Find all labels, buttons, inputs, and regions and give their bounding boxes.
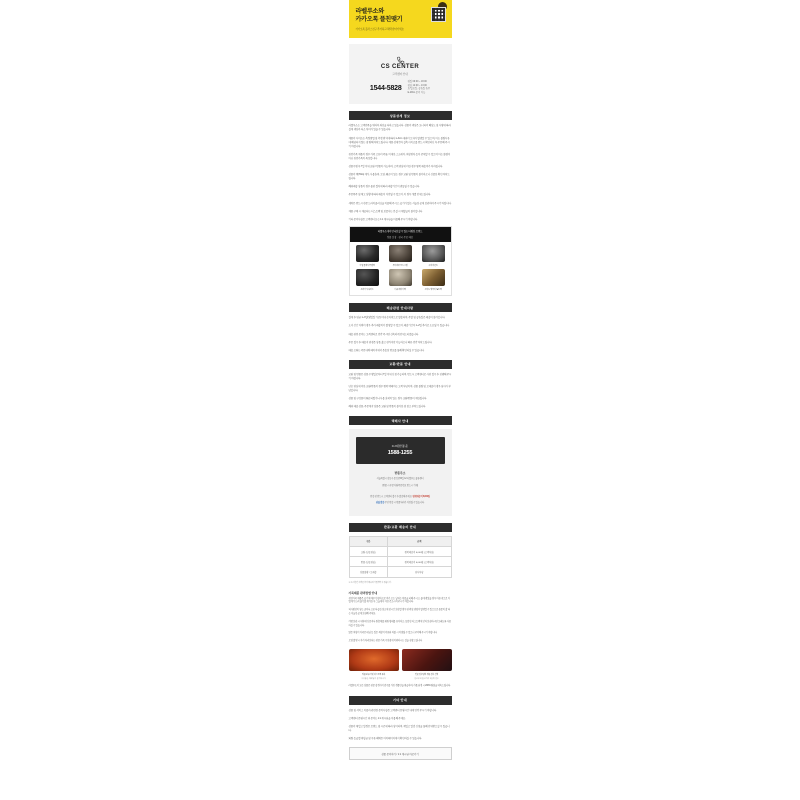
paragraph: 직사광선이 닿는 곳이나 고온 다습한 장소에 장시간 보관할 경우 변색 및 변형이 발생할 수 있으므로 통풍이 잘 되는 서늘한 곳에 보관해 주세요. (348, 609, 450, 615)
banner-subtext: 카카오톡 플러스친구 추가하고 혜택 받아가세요 (355, 27, 404, 31)
care-image-caption: 정품 보증서 및 더스트백 동봉 (361, 673, 386, 676)
product-thumbnail (422, 245, 445, 262)
paragraph: 제품 구매 시 제공되는 더스트백 및 보증서는 분실 시 재발급이 불가합니다. (348, 209, 423, 213)
product-card[interactable] (352, 269, 383, 291)
cs-phone-number[interactable]: 1544-5828 (369, 84, 402, 92)
product-thumbnail (356, 269, 379, 286)
paragraph: 교환 및 반품은 상품 수령일로부터 7일 이내 신청 가능하며, 반드시 고객센터로 사전 접수 후 진행해 주시기 바랍니다. (348, 372, 452, 380)
phone-icon (396, 52, 405, 61)
table-cell: 왕복배송비 6,000원 (고객부담) (388, 546, 451, 556)
section-header-courier: 택배사 안내 (349, 416, 452, 425)
section-header-fee: 반품/교환 배송비 안내 (349, 523, 452, 532)
care-image-card (349, 649, 399, 680)
courier-phone[interactable]: 1588-1255 (387, 450, 413, 457)
banner-line-1: 라벨루소와 (355, 7, 384, 15)
cs-center-block (349, 44, 452, 104)
product-thumbnail (422, 269, 445, 286)
courier-card (356, 437, 445, 464)
fee-table (349, 536, 452, 578)
spacer (349, 760, 452, 768)
return-notice-1 (356, 496, 445, 500)
care-image-caption: 전문 검수팀의 정품 검수 진행 (414, 673, 439, 676)
paragraph: 회원 등급별 적립금 및 쿠폰 혜택은 마이페이지에서 확인하실 수 있습니다. (348, 737, 422, 741)
cs-title: CS CENTER (380, 64, 420, 70)
paragraph: 오염 발생 시 자가 처리보다는 전문 가죽 수선점에 의뢰하시는 것을 권장드립니다. (348, 640, 423, 643)
brand-gallery-title: 라벨루소에서 만나보실 수 있는 다양한 브랜드 (377, 230, 423, 234)
return-address-title: 반품주소 (394, 471, 406, 476)
return-notice-text: 무단 반송 시 반품처리가 지연될 수 있습니다. (384, 502, 425, 505)
table-cell: 당사부담 (388, 567, 451, 577)
return-address-note: (반품 시 주문자명/주문번호 반드시 기재) (382, 485, 418, 487)
care-image (349, 649, 399, 671)
product-name: 고야드 생루이 토트백 (424, 289, 442, 292)
paragraph: 상품의 택(TAG) 제거, 사용흔적, 오염, 훼손이 있는 경우 교환 및 반품이 불가하오니 신중한 확인 부탁드립니다. (348, 173, 450, 181)
paragraph: 결제 후 평균 1~3일(영업일 기준) 이내 순차적으로 발송되며, 주말 및 공휴일은 배송이 불가합니다. (348, 316, 446, 320)
paragraph: 라벨루소는 고객만족을 위하여 최선을 다하고 있습니다. 상품의 색상은 모니터의 해상도 및 사양에 따라 실제 색상과 다소 차이가 있을 수 있습니다. (348, 124, 451, 132)
table-cell: 교환 (단순변심) (349, 546, 388, 556)
kakao-plus-friend-banner[interactable] (349, 0, 452, 38)
brand-gallery-subtitle: 정품 보장 · 전국 무료 배송 (386, 236, 414, 239)
cs-subtitle: 고객센터 안내 (392, 72, 408, 76)
cs-hours-line: 토/일요일, 공휴일 휴무 (407, 88, 431, 91)
product-name: 프라다 사피아노 (360, 289, 374, 292)
table-cell: 왕복배송비 6,000원 (고객부담) (388, 557, 451, 567)
section-header-product-info: 상품상세 정보 (349, 111, 452, 120)
return-address-block (356, 471, 445, 488)
paragraph: 단순 변심에 의한 교환/반품의 경우 왕복 택배비는 고객 부담이며, 상품 불량 및 오배송의 경우 당사가 부담합니다. (348, 385, 451, 393)
paragraph: 천연가죽 제품은 습기에 매우 민감하므로 비가 오는 날에는 착용을 피해 주시고, 물에 젖었을 경우 마른 천으로 가볍게 두드려 물기를 제거한 후 그늘에서 자연 건조시켜 주시기 바랍니다. (348, 597, 450, 604)
care-image-subcaption: 구성품은 재발급이 불가합니다 (361, 677, 386, 680)
product-name: 구찌 마몬트 (428, 265, 438, 268)
product-name: 샤넬 클래식 플랩백 (359, 265, 375, 268)
product-card[interactable] (418, 269, 449, 291)
section-header-exchange: 교환/반품 안내 (349, 360, 452, 369)
detail-column (349, 0, 452, 800)
cs-hours-line: 점심 12:00 ~ 13:00 (407, 84, 427, 87)
table-row (349, 567, 451, 577)
paragraph: 고객센터 운영시간 외 문의는 1:1 게시판을 이용해 주세요. (348, 716, 406, 720)
table-row (349, 546, 451, 556)
care-image-card (402, 649, 452, 680)
return-prepaid-highlight: 선불 발송 (375, 502, 385, 505)
product-card[interactable] (352, 245, 383, 267)
product-card[interactable] (385, 269, 416, 291)
return-notice-2 (356, 502, 445, 506)
product-card[interactable] (418, 245, 449, 267)
section-header-notice: 기타 안내 (349, 696, 452, 705)
paragraph: 상품의 재입고 일정은 브랜드 및 시즌에 따라 상이하며, 재입고 알림 신청을 통해 안내받으실 수 있습니다. (348, 724, 450, 732)
paragraph: 제품의 사이즈는 측정방법 및 측정 위치에 따라 1~3cm 내외의 오차가 발생할 수 있으며, 이는 불량사유에 해당되지 않는 점 양해 부탁드립니다. 제품 상세컷과 실측 사이즈를 반드시 확인하신 후 주문해 주시기 바랍니다. (348, 136, 450, 148)
paragraph: 상품수령 후 7일 이내 교환 / 반품이 가능하며, 고객 변심에 의한 경우 왕복 배송비가 부과됩니다. (348, 165, 443, 169)
qr-code-icon[interactable] (431, 7, 446, 22)
paragraph: 배송 조회는 주문내역 페이지에서 운송장 번호를 통해 확인하실 수 있습니다. (348, 348, 425, 352)
product-name: 루이비통 모노그램 (392, 265, 408, 268)
table-header-row (349, 536, 451, 546)
courier-block (349, 429, 452, 515)
paragraph: 천연가죽 제품의 경우 가죽 고유의 주름, 미세한 스크래치, 색상편차 등이 존재할 수 있으며 이는 불량이 아닌 천연가죽의 특성입니다. (348, 152, 451, 160)
banner-line-2: 카카오톡 플친맺기 (355, 15, 403, 23)
table-header-cell: 금액 (388, 536, 451, 546)
paragraph: 가방 보관 시 내부에 신문지나 완충재를 채워 형태를 유지하고, 동봉된 더스트백에 넣어 보관하시면 오래도록 사용하실 수 있습니다. (348, 620, 451, 627)
table-header-cell: 구분 (349, 536, 388, 546)
courier-name: CJ대한통운 (391, 444, 409, 449)
brand-gallery-header (350, 227, 451, 243)
cs-hours-line: E-MAIL 문의 가능 (407, 91, 426, 94)
brand-gallery (349, 226, 452, 297)
paragraph: 상품 및 서비스 이용과 관련된 문의사항은 고객센터 운영시간 내에 연락 주시기 바랍니다. (348, 708, 437, 712)
paragraph: 기타 문의사항은 고객센터 또는 1:1 게시판을 이용해 주시기 바랍니다. (348, 217, 418, 221)
paragraph: 도서 산간 지역의 경우 추가 배송비가 발생할 수 있으며, 배송기간이 1~2일 추가로 소요될 수 있습니다. (348, 324, 450, 328)
paragraph: 해외 배송 상품, 주문제작 상품은 교환 및 반품이 불가한 점 참고 부탁드립니다. (348, 405, 426, 409)
paragraph: 해외배송 상품의 경우 통관 절차에 따라 배송기간이 변동될 수 있습니다. (348, 185, 420, 189)
table-cell: 반품 (단순변심) (349, 557, 388, 567)
cs-hours (408, 81, 431, 95)
table-cell: 상품불량 / 오배송 (349, 567, 388, 577)
product-name: 디올 레이디백 (394, 289, 406, 292)
product-thumbnail (356, 245, 379, 262)
paragraph: 밝은 색상의 가죽은 데님 등 짙은 색상의 의류와 마찰 시 이염될 수 있으니 주의해 주시기 바랍니다. (348, 632, 437, 635)
care-section-title: 가죽제품 관리방법 안내 (348, 590, 378, 595)
paragraph: 배송 관련 문의는 고객센터로 연락 주시면 신속하게 안내드리겠습니다. (348, 332, 419, 336)
care-image-subcaption: 입고부터 출고까지 3단계 검수 (414, 677, 439, 680)
section-header-delivery: 배송관련 안내사항 (349, 303, 452, 312)
care-image (402, 649, 452, 671)
paragraph: 주문폭주 및 재고 상황에 따라 배송이 지연될 수 있으며, 이 경우 개별 안내드립니다. (348, 193, 431, 197)
inquiry-button[interactable]: 상품 문의하기 / 1:1 게시판 바로가기 (349, 747, 452, 760)
fee-table-note: ※ 도서산간 지역은 추가 배송비가 발생할 수 있습니다. (348, 581, 392, 584)
return-address-text: 서울특별시 강동구 풍성로63길 12 라벨루소 물류센터 (376, 478, 424, 481)
paragraph: 상품 및 구성품이 훼손되었거나 사용 흔적이 있는 경우 교환/반품이 제한됩니다. (348, 397, 427, 401)
return-fee-highlight: 왕복배송비 6,000원 (412, 495, 430, 498)
care-image-row (349, 649, 452, 680)
paragraph: 주문 접수 후 배송지 변경은 상품 출고 전까지만 가능하오니 빠른 연락 부탁드립니다. (348, 340, 433, 344)
product-card[interactable] (385, 245, 416, 267)
product-thumbnail (389, 269, 412, 286)
cs-hours-line: 평일 09:00 ~ 18:00 (407, 81, 427, 83)
return-notice-text: 반송 전 반드시 고객센터 접수 후 발송해 주세요. (370, 495, 413, 498)
product-thumbnail (389, 245, 412, 262)
care-footer-text: 라벨루소의 모든 상품은 전문 감정사의 검수를 거친 정품만을 취급하며, 가품 판정 시 200% 환불을 약속드립니다. (348, 684, 451, 687)
return-notice-block (356, 496, 445, 506)
paragraph: 세탁은 반드시 전문 드라이클리닝을 이용해 주시고, 습기가 없는 서늘한 곳에 보관하여 주시기 바랍니다. (348, 201, 452, 205)
table-row (349, 557, 451, 567)
